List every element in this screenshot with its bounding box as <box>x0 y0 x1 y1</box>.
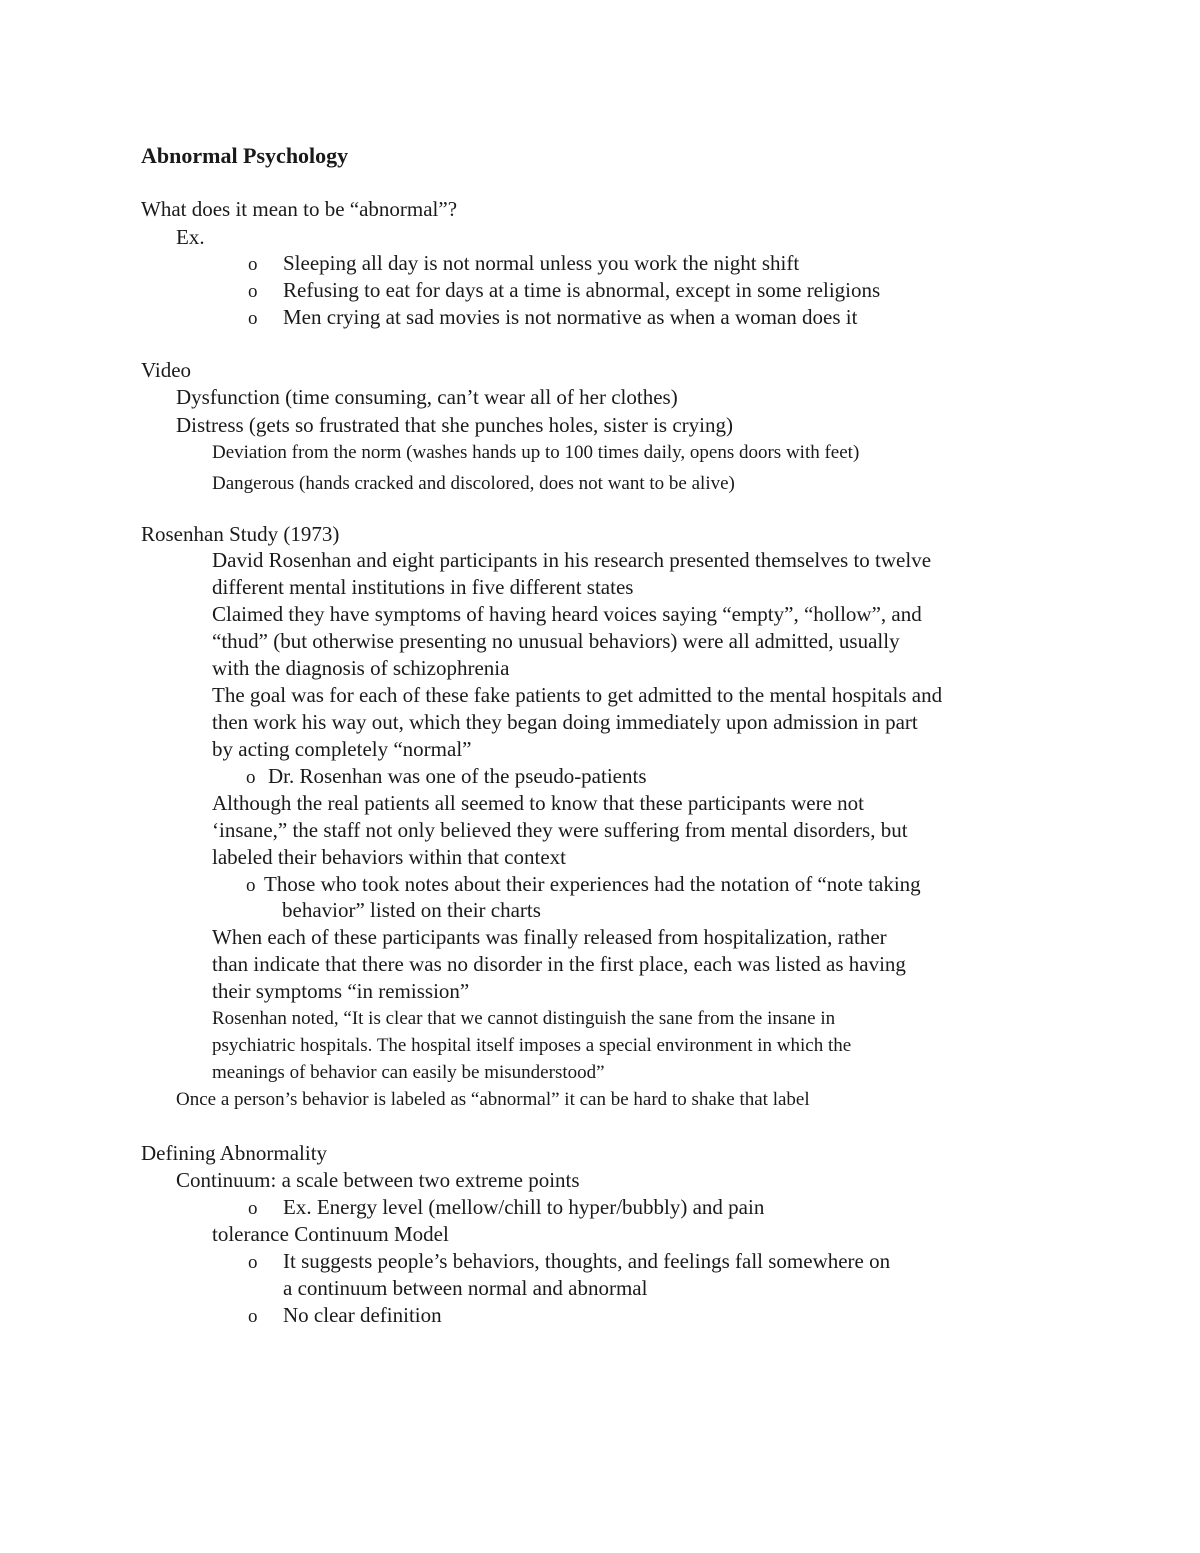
example-item: Refusing to eat for days at a time is abnormal, except in some religions <box>283 278 881 302</box>
bullet-marker: o <box>246 767 256 788</box>
video-item: Distress (gets so frustrated that she punches holes, sister is crying) <box>176 413 733 437</box>
rosenhan-line: different mental institutions in five different states <box>212 575 634 599</box>
rosenhan-subitem: Dr. Rosenhan was one of the pseudo-patients <box>268 764 647 788</box>
video-item: Dangerous (hands cracked and discolored, does not want to be alive) <box>212 473 735 494</box>
bullet-marker: o <box>246 875 256 896</box>
defining-heading: Defining Abnormality <box>141 1141 328 1165</box>
bullet-marker: o <box>248 1198 258 1219</box>
bullet-marker: o <box>248 308 258 329</box>
rosenhan-line: Although the real patients all seemed to know that these participants were not <box>212 791 864 815</box>
rosenhan-line: with the diagnosis of schizophrenia <box>212 656 510 680</box>
abnormal-question: What does it mean to be “abnormal”? <box>141 197 458 221</box>
rosenhan-line: “thud” (but otherwise presenting no unusual behaviors) were all admitted, usually <box>212 629 900 653</box>
rosenhan-quote: psychiatric hospitals. The hospital itself imposes a special environment in which the <box>212 1035 852 1056</box>
rosenhan-subitem: behavior” listed on their charts <box>282 898 541 922</box>
rosenhan-line: by acting completely “normal” <box>212 737 472 761</box>
defining-item: Ex. Energy level (mellow/chill to hyper/bubbly) and pain <box>283 1195 765 1219</box>
defining-line: tolerance Continuum Model <box>212 1222 449 1246</box>
bullet-marker: o <box>248 1252 258 1273</box>
video-item: Dysfunction (time consuming, can’t wear all of her clothes) <box>176 385 678 409</box>
rosenhan-line: then work his way out, which they began doing immediately upon admission in part <box>212 710 918 734</box>
bullet-marker: o <box>248 1306 258 1327</box>
rosenhan-heading: Rosenhan Study (1973) <box>141 522 340 546</box>
example-item: Men crying at sad movies is not normative as when a woman does it <box>283 305 858 329</box>
bullet-marker: o <box>248 254 258 275</box>
rosenhan-line: The goal was for each of these fake patients to get admitted to the mental hospitals and <box>212 683 943 707</box>
rosenhan-line: Claimed they have symptoms of having heard voices saying “empty”, “hollow”, and <box>212 602 922 626</box>
rosenhan-conclusion: Once a person’s behavior is labeled as “abnormal” it can be hard to shake that label <box>176 1089 810 1110</box>
video-item: Deviation from the norm (washes hands up to 100 times daily, opens doors with feet) <box>212 442 860 463</box>
defining-item: a continuum between normal and abnormal <box>283 1276 648 1300</box>
rosenhan-quote: Rosenhan noted, “It is clear that we cannot distinguish the sane from the insane in <box>212 1008 836 1029</box>
defining-item: No clear definition <box>283 1303 442 1327</box>
rosenhan-quote: meanings of behavior can easily be misunderstood” <box>212 1062 605 1083</box>
bullet-marker: o <box>248 281 258 302</box>
page-title: Abnormal Psychology <box>141 143 349 168</box>
defining-item: It suggests people’s behaviors, thoughts, and feelings fall somewhere on <box>283 1249 891 1273</box>
defining-line: Continuum: a scale between two extreme points <box>176 1168 580 1192</box>
example-label: Ex. <box>176 225 205 249</box>
rosenhan-line: ‘insane,” the staff not only believed they were suffering from mental disorders, but <box>212 818 908 842</box>
example-item: Sleeping all day is not normal unless you work the night shift <box>283 251 800 275</box>
rosenhan-line: labeled their behaviors within that context <box>212 845 566 869</box>
rosenhan-line: David Rosenhan and eight participants in his research presented themselves to twelve <box>212 548 932 572</box>
rosenhan-subitem: Those who took notes about their experiences had the notation of “note taking <box>264 872 921 896</box>
video-heading: Video <box>141 358 192 382</box>
rosenhan-line: than indicate that there was no disorder in the first place, each was listed as having <box>212 952 906 976</box>
rosenhan-line: When each of these participants was finally released from hospitalization, rather <box>212 925 887 949</box>
rosenhan-line: their symptoms “in remission” <box>212 979 470 1003</box>
